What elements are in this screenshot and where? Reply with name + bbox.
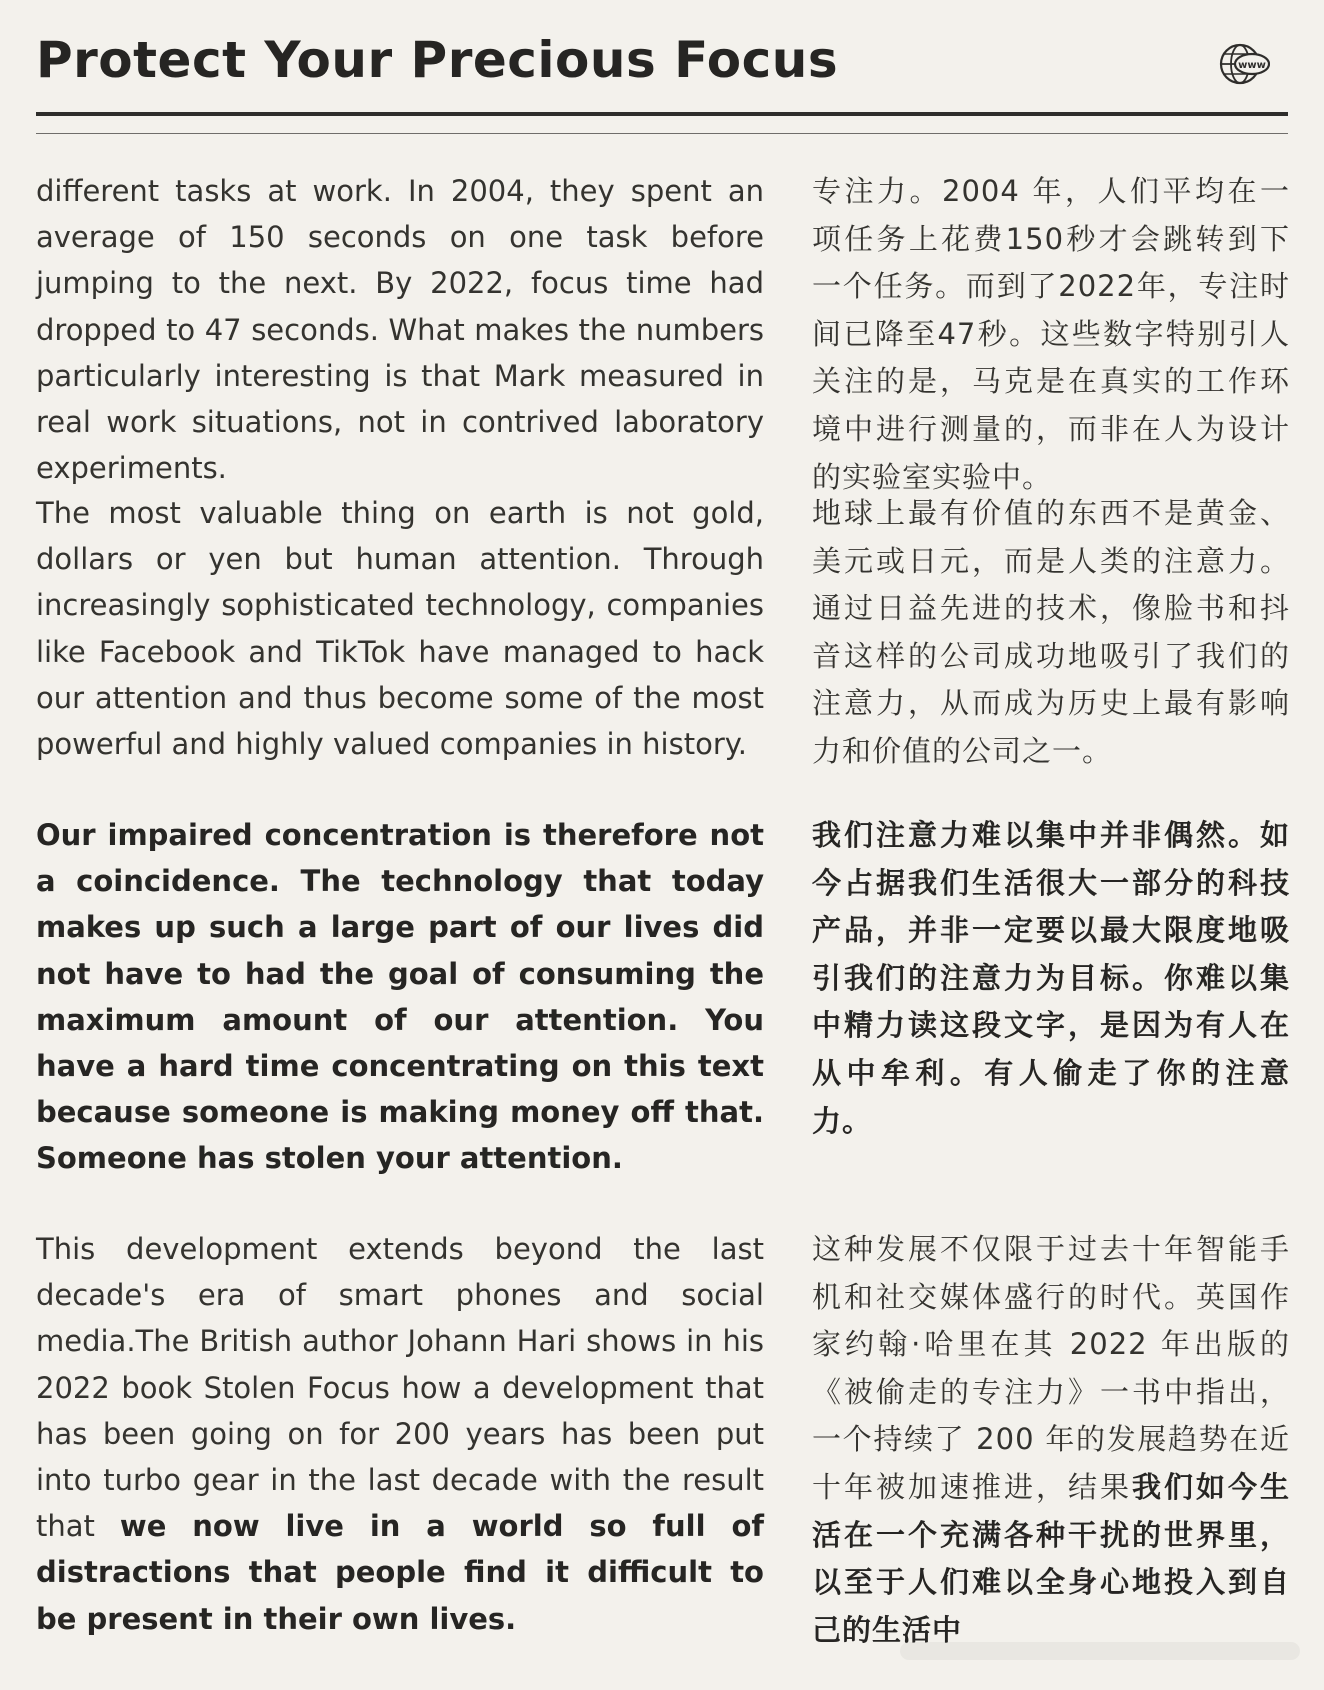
paragraph-2-en — [36, 490, 764, 767]
paragraph-text: different tasks at work. In 2004, they spent an average of 150 seconds on one task before jumping to the next. By 2022, focus time had dropped to 47 seconds. What makes the numbers particularly interesting is that Mark measured in real work situations, not in contrived laboratory experiments. — [36, 174, 764, 486]
header-rule-thick — [36, 112, 1288, 116]
paragraph-text-regular: 这种发展不仅限于过去十年智能手机和社交媒体盛行的时代。英国作家约翰·哈里在其 2022 年出版的《被偷走的专注力》一书中指出，一个持续了 200 年的发展趋势在近十年被加速推进，结果 — [812, 1232, 1290, 1504]
paragraph-text: 我们注意力难以集中并非偶然。如今占据我们生活很大一部分的科技产品，并非一定要以最大限度地吸引我们的注意力为目标。你难以集中精力读这段文字，是因为有人在从中牟利。有人偷走了你的注意力。 — [812, 818, 1290, 1138]
paragraph-text-bold: we now live in a world so full of distractions that people find it difficult to be present in their own lives. — [36, 1509, 764, 1636]
paragraph-text-bold: 我们如今生活在一个充满各种干扰的世界里，以至于人们难以全身心地投入到自己的生活中 — [812, 1469, 1290, 1647]
www-globe-icon — [1218, 40, 1270, 88]
paragraph-3-en — [36, 812, 764, 1182]
paragraph-text-regular: This development extends beyond the last decade's era of smart phones and social media.The British author Johann Hari shows in his 2022 book Stolen Focus how a development that has been going on for 200 years has been put into turbo gear in the last decade with the result that — [36, 1232, 764, 1544]
www-icon-text: www — [1238, 60, 1266, 71]
paragraph-text — [812, 1226, 1290, 1654]
paragraph-4-zh — [812, 1226, 1290, 1654]
watermark-logo — [900, 1630, 1320, 1670]
paragraph-1-zh — [812, 168, 1290, 501]
paragraph-2-zh — [812, 490, 1290, 776]
paragraph-1-en — [36, 168, 764, 491]
paragraph-text: Our impaired concentration is therefore not a coincidence. The technology that today makes up such a large part of our lives did not have to had the goal of consuming the maximum amount of our attention. You have a hard time concentrating on this text because someone is making money off that. Someone has stolen your attention. — [36, 818, 764, 1176]
page-title: Protect Your Precious Focus — [36, 31, 839, 89]
paragraph-text: 专注力。2004 年，人们平均在一项任务上花费150秒才会跳转到下一个任务。而到了2022年，专注时间已降至47秒。这些数字特别引人关注的是，马克是在真实的工作环境中进行测量的，而非在人为设计的实验室实验中。 — [812, 174, 1290, 494]
paragraph-3-zh — [812, 812, 1290, 1145]
paragraph-4-en — [36, 1226, 764, 1642]
header-rule-thin — [36, 133, 1288, 134]
paragraph-text: The most valuable thing on earth is not gold, dollars or yen but human attention. Through increasingly sophisticated technology, companies like Facebook and TikTok have managed to hack our attention and thus become some of the most powerful and highly valued companies in history. — [36, 496, 764, 762]
paragraph-text: 地球上最有价值的东西不是黄金、美元或日元，而是人类的注意力。通过日益先进的技术，像脸书和抖音这样的公司成功地吸引了我们的注意力，从而成为历史上最有影响力和价值的公司之一。 — [812, 496, 1290, 768]
paragraph-text — [36, 1226, 764, 1642]
